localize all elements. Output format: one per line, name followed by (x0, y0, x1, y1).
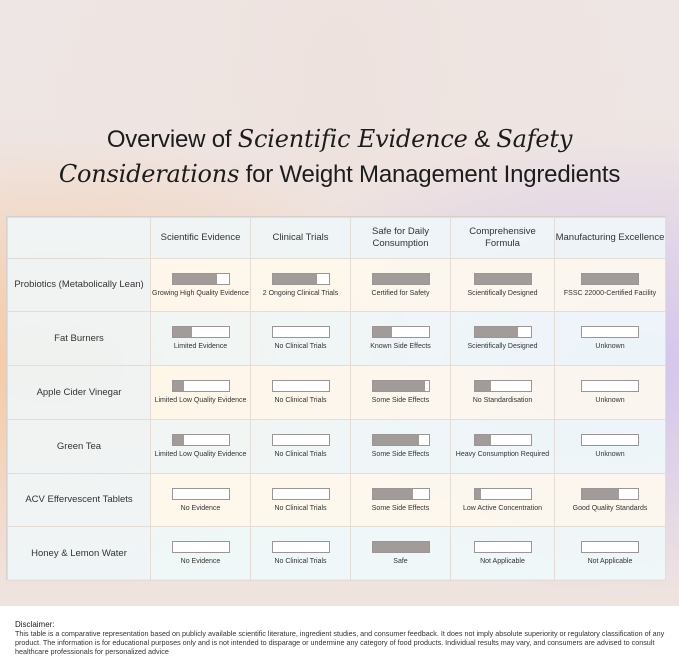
table-cell (555, 420, 666, 474)
table-cell (151, 527, 251, 581)
rating-bar (172, 273, 230, 285)
table-cell (555, 527, 666, 581)
rating-bar (272, 434, 330, 446)
title-text: & (467, 126, 497, 153)
table-cell (251, 420, 351, 474)
rating-bar-fill (173, 327, 193, 337)
table-cell (555, 474, 666, 527)
table-row (8, 420, 666, 474)
table-row (8, 312, 666, 366)
rating-bar-fill (582, 274, 638, 284)
table-cell (351, 366, 451, 420)
rating-label: Limited Evidence (173, 343, 228, 350)
rating-label: Not Applicable (587, 558, 633, 565)
row-label: Green Tea (8, 420, 151, 474)
rating-label: Certified for Safety (371, 289, 430, 297)
disclaimer-heading: Disclaimer: (15, 620, 55, 629)
rating-bar (474, 326, 532, 338)
page-title (0, 122, 679, 192)
column-header: Scientific Evidence (151, 218, 251, 259)
rating-bar-fill (582, 489, 619, 499)
rating-label: No Evidence (180, 504, 221, 512)
rating-label: Some Side Effects (371, 397, 430, 404)
table-cell (351, 259, 451, 312)
rating-bar (372, 434, 430, 446)
rating-bar (474, 488, 532, 500)
rating-bar-fill (373, 435, 419, 445)
rating-label: Unknown (595, 343, 625, 350)
column-header: Manufacturing Excellence (555, 218, 666, 259)
rating-label: 2 Ongoing Clinical Trials (262, 289, 339, 297)
title-italic: Safety (496, 125, 573, 153)
rating-bar (372, 380, 430, 392)
title-text: for Weight Management Ingredients (239, 161, 621, 188)
header-corner (8, 218, 151, 259)
rating-bar (272, 380, 330, 392)
column-header: Comprehensive Formula (451, 218, 555, 259)
table-row (8, 366, 666, 420)
title-line-2 (0, 157, 679, 192)
rating-label: Known Side Effects (370, 343, 431, 350)
rating-bar (581, 380, 639, 392)
rating-bar-fill (475, 489, 482, 499)
table-cell (451, 312, 555, 366)
rating-label: Scientifically Designed (467, 289, 538, 297)
table-cell (151, 366, 251, 420)
rating-bar (372, 273, 430, 285)
rating-bar (172, 380, 230, 392)
table-cell (451, 527, 555, 581)
rating-bar (581, 326, 639, 338)
table-cell (555, 259, 666, 312)
rating-bar-fill (373, 542, 429, 552)
rating-bar (372, 541, 430, 553)
rating-bar-fill (373, 274, 429, 284)
rating-bar (372, 326, 430, 338)
rating-bar (581, 434, 639, 446)
rating-bar (172, 434, 230, 446)
rating-label: Good Quality Standards (572, 504, 648, 512)
rating-label: Growing High Quality Evidence (152, 289, 249, 297)
title-line-1 (0, 122, 679, 157)
table-cell (251, 259, 351, 312)
table-cell (555, 312, 666, 366)
row-label: Apple Cider Vinegar (8, 366, 151, 420)
rating-bar-fill (475, 327, 519, 337)
rating-bar-fill (475, 381, 492, 391)
rating-bar (272, 273, 330, 285)
table-cell (151, 474, 251, 527)
column-header: Clinical Trials (251, 218, 351, 259)
table-cell (251, 366, 351, 420)
title-text: Overview of (106, 126, 238, 153)
rating-label: No Evidence (180, 558, 221, 565)
rating-label: No Standardisation (472, 397, 533, 404)
rating-bar (172, 488, 230, 500)
comparison-table (6, 216, 666, 580)
table-cell (351, 312, 451, 366)
rating-bar (581, 488, 639, 500)
row-label: Probiotics (Metabolically Lean) (8, 259, 151, 312)
row-label: Fat Burners (8, 312, 151, 366)
title-italic: Scientific Evidence (237, 125, 468, 153)
table-row (8, 259, 666, 312)
rating-label: No Clinical Trials (274, 451, 327, 458)
rating-bar-fill (173, 381, 184, 391)
table-cell (151, 259, 251, 312)
rating-bar (172, 326, 230, 338)
rating-label: Low Active Concentration (463, 504, 542, 512)
table-cell (451, 420, 555, 474)
rating-bar-fill (373, 327, 393, 337)
table-cell (251, 474, 351, 527)
rating-bar (474, 273, 532, 285)
rating-bar (474, 434, 532, 446)
rating-label: Safe (393, 558, 408, 565)
table-row (8, 527, 666, 581)
table-cell (351, 474, 451, 527)
rating-label: Limited Low Quality Evidence (154, 451, 247, 458)
rating-bar (581, 541, 639, 553)
rating-bar-fill (173, 435, 184, 445)
title-italic: Considerations (58, 160, 240, 188)
rating-label: Heavy Consumption Required (455, 451, 550, 458)
rating-label: No Clinical Trials (274, 343, 327, 350)
rating-bar-fill (475, 435, 492, 445)
rating-label: Limited Low Quality Evidence (154, 397, 247, 404)
rating-bar (272, 488, 330, 500)
table-cell (451, 259, 555, 312)
rating-label: Some Side Effects (371, 451, 430, 458)
table-cell (555, 366, 666, 420)
rating-label: No Clinical Trials (274, 504, 327, 512)
rating-label: Scientifically Designed (467, 343, 538, 350)
rating-label: No Clinical Trials (274, 397, 327, 404)
rating-bar-fill (475, 274, 531, 284)
rating-bar-fill (373, 489, 413, 499)
table-row (8, 474, 666, 527)
rating-bar (474, 380, 532, 392)
rating-label: Not Applicable (480, 558, 525, 565)
disclaimer (0, 606, 679, 661)
row-label: ACV Effervescent Tablets (8, 474, 151, 527)
row-label: Honey & Lemon Water (8, 527, 151, 581)
table-cell (351, 527, 451, 581)
table-cell (451, 366, 555, 420)
header-row (8, 218, 666, 259)
rating-bar (372, 488, 430, 500)
disclaimer-text: This table is a comparative representation based on publicly available scientific literature, ingredient studies, and consumer feedback. It does not imply absolute superiority or regulatory classification of any product. The information is for educational purposes only and is not intended to disparage or undermine any category of food products. Individual results may vary, and consumers are advised to consult healthcare professionals for personalized advice (15, 629, 665, 656)
table-cell (251, 312, 351, 366)
rating-bar (272, 541, 330, 553)
rating-label: Some Side Effects (371, 504, 430, 512)
table-cell (351, 420, 451, 474)
rating-bar (272, 326, 330, 338)
rating-label: No Clinical Trials (274, 558, 327, 565)
rating-bar (581, 273, 639, 285)
table-cell (151, 312, 251, 366)
table-cell (451, 474, 555, 527)
table-cell (151, 420, 251, 474)
rating-bar-fill (373, 381, 425, 391)
rating-bar-fill (273, 274, 318, 284)
rating-bar-fill (173, 274, 218, 284)
rating-bar (172, 541, 230, 553)
column-header: Safe for Daily Consumption (351, 218, 451, 259)
table-cell (251, 527, 351, 581)
rating-bar (474, 541, 532, 553)
rating-label: Unknown (595, 451, 625, 458)
rating-label: FSSC 22000-Certified Facility (563, 289, 657, 297)
rating-label: Unknown (595, 397, 625, 404)
